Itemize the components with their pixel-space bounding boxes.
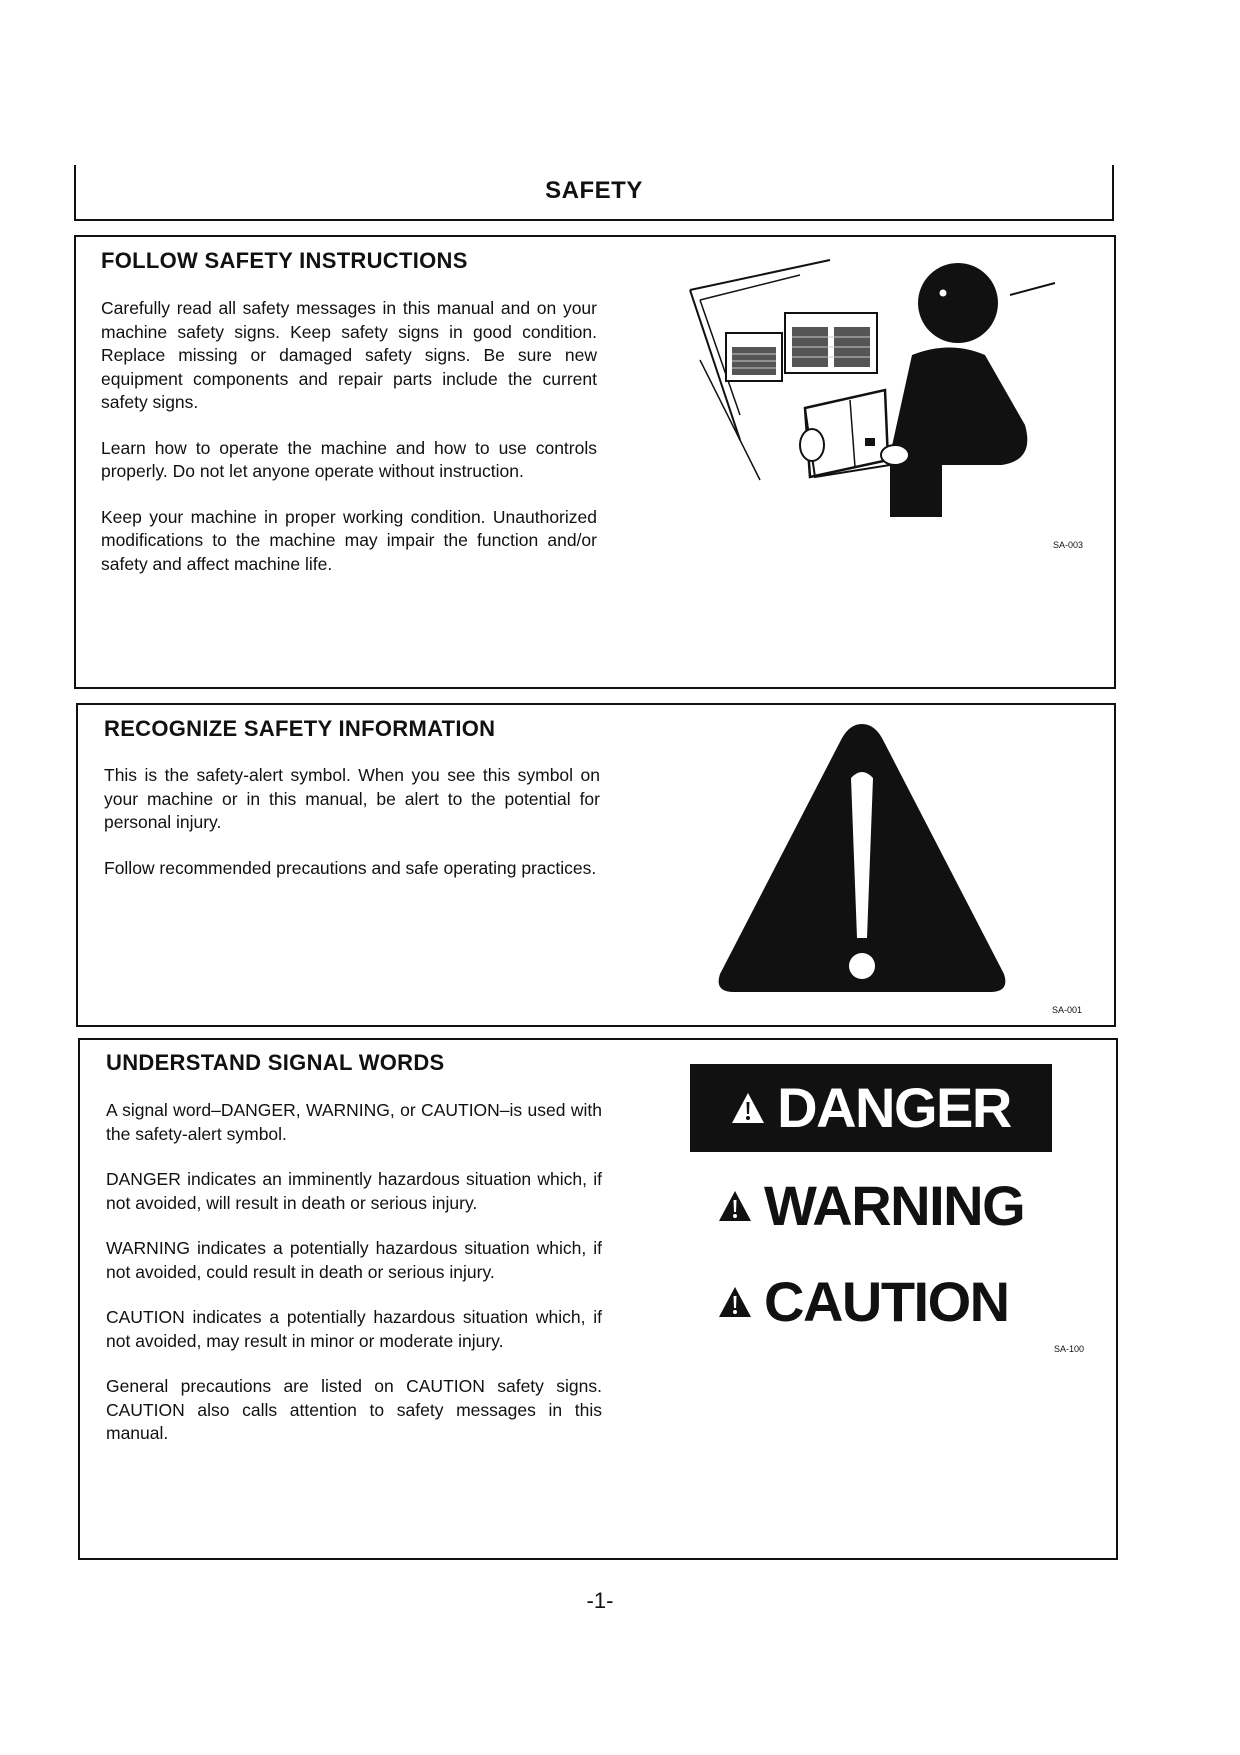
danger-label: DANGER xyxy=(777,1076,1011,1139)
paragraph: Learn how to operate the machine and how to use controls properly. Do not let anyone operate without instruction. xyxy=(101,437,597,481)
warning-triangle-icon xyxy=(718,1190,752,1222)
page-number: -1- xyxy=(586,1588,614,1613)
danger-signal-panel xyxy=(690,1064,1052,1152)
paragraph: A signal word–DANGER, WARNING, or CAUTION–is used with the safety-alert symbol. xyxy=(106,1100,602,1144)
section-body xyxy=(106,1099,602,1468)
paragraph: Follow recommended precautions and safe operating practices. xyxy=(104,857,597,878)
paragraph: DANGER indicates an imminently hazardous situation which, if not avoided, will result in death or serious injury. xyxy=(106,1169,602,1213)
warning-triangle-icon xyxy=(718,1286,752,1318)
warning-triangle-icon xyxy=(731,1092,765,1124)
safety-sign-decal xyxy=(726,333,782,381)
figure-code: SA-100 xyxy=(1054,1344,1085,1354)
warning-label: WARNING xyxy=(764,1174,1025,1237)
page-title: SAFETY xyxy=(545,177,643,204)
paragraph: This is the safety-alert symbol. When you see this symbol on your machine or in this manual, be alert to the potential for personal injury. xyxy=(104,765,600,832)
section-heading: FOLLOW SAFETY INSTRUCTIONS xyxy=(101,248,468,273)
warning-signal-panel xyxy=(718,1174,1025,1237)
section-heading: UNDERSTAND SIGNAL WORDS xyxy=(106,1050,445,1075)
caution-label: CAUTION xyxy=(764,1270,1009,1333)
figure-code: SA-003 xyxy=(1053,540,1084,550)
section-body xyxy=(101,297,597,598)
paragraph: Keep your machine in proper working condition. Unauthorized modifications to the machine may impair the function and/or safety and affect machine life. xyxy=(101,506,597,574)
safety-sign-decal xyxy=(785,313,877,373)
paragraph: WARNING indicates a potentially hazardous situation which, if not avoided, could result in death or serious injury. xyxy=(106,1238,602,1282)
person-reading-manual-illustration xyxy=(680,255,1060,535)
safety-alert-triangle-icon xyxy=(712,716,1012,998)
figure-code: SA-001 xyxy=(1052,1005,1083,1015)
paragraph: General precautions are listed on CAUTION safety signs. CAUTION also calls attention to safety messages in this manual. xyxy=(106,1376,602,1443)
section-body xyxy=(104,764,600,902)
section-heading: RECOGNIZE SAFETY INFORMATION xyxy=(104,716,496,741)
caution-signal-panel xyxy=(718,1270,1009,1333)
paragraph: CAUTION indicates a potentially hazardous situation which, if not avoided, may result in minor or moderate injury. xyxy=(106,1307,602,1351)
paragraph: Carefully read all safety messages in this manual and on your machine safety signs. Keep safety signs in good condition. Replace missing or damaged safety signs. Be sure new equipment components and repair parts include the current safety signs. xyxy=(101,298,597,412)
